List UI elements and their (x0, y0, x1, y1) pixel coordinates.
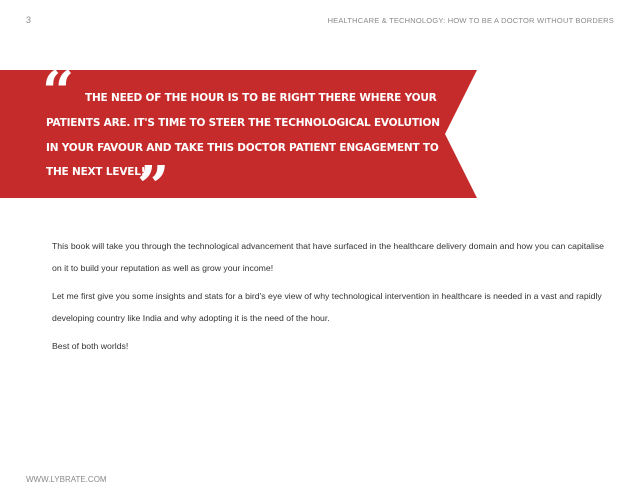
body-paragraph-3: Best of both worlds! (52, 341, 129, 351)
document-title: HEALTHCARE & TECHNOLOGY: HOW TO BE A DOCTOR WITHOUT BORDERS (327, 16, 614, 25)
quote-line-2: PATIENTS ARE. IT'S TIME TO STEER THE TECHNOLOGICAL EVOLUTION (46, 117, 440, 129)
quote-line-4: THE NEXT LEVEL! (46, 166, 146, 178)
body-paragraph-2: Let me first give you some insights and stats for a bird's eye view of why technological intervention in healthcare is needed in a vast and rapidly developing country like India and why adopting it is the need of the hour. (52, 291, 602, 323)
page-number: 3 (26, 15, 32, 25)
open-quote-mark: “ (42, 59, 75, 125)
quote-line-1: THE NEED OF THE HOUR IS TO BE RIGHT THERE WHERE YOUR (85, 92, 437, 104)
quote-line-3: IN YOUR FAVOUR AND TAKE THIS DOCTOR PATIENT ENGAGEMENT TO (46, 142, 439, 154)
close-quote-mark: ” (137, 154, 170, 220)
website-link[interactable]: WWW.LYBRATE.COM (26, 475, 107, 484)
body-paragraph-1: This book will take you through the technological advancement that have surfaced in the healthcare delivery domain and how you can capitalise on it to build your reputation as well as grow your income! (52, 241, 604, 273)
